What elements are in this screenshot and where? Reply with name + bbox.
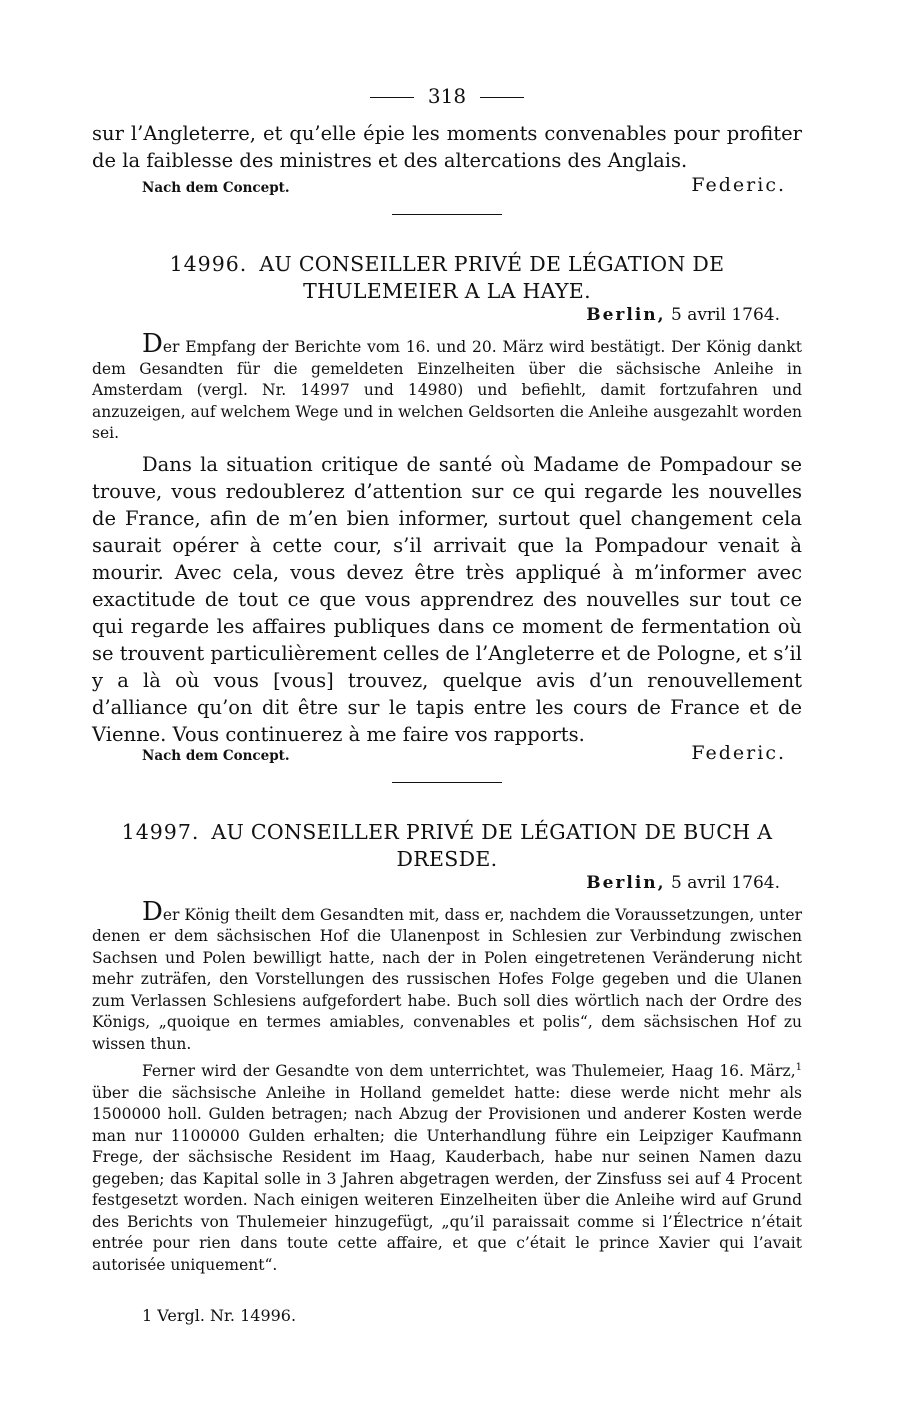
intro-source-note: Nach dem Concept.	[142, 180, 290, 196]
footnote-marker: 1	[142, 1306, 153, 1326]
intro-signature-row	[92, 174, 802, 196]
letter2-summary-text: er König theilt dem Gesandten mit, dass er, nachdem die Voraussetzungen, unter denen er dem sächsischen Hof die Ulanenpost in Schlesien zur Verbindung zwischen Sachsen und Polen bewilligt hatte, nach der in Polen eingetretenen Veränderung nicht mehr zuträfen, den Vorstellungen des russischen Hofes Folge gegeben und die Ulanen zum Verlassen Schlesiens aufgefordert habe. Buch soll dies wörtlich nach der Ordre des Königs, „quoique en termes amiables, convenables et polis“, dem sächsischen Hof zu wissen thun.	[92, 905, 802, 1053]
letter2-dateline	[92, 873, 780, 893]
intro-text: sur l’Angleterre, et qu’elle épie les moments convenables pour profiter de la faiblesse des ministres et des altercations des Anglais.	[92, 122, 802, 172]
letter1-date: 5 avril 1764.	[670, 305, 780, 325]
header-dash-right	[480, 97, 524, 98]
letter2-number: 14997.	[121, 819, 200, 844]
letter1-place: Berlin,	[586, 305, 666, 325]
page-number: 318	[427, 84, 467, 108]
letter1-number: 14996.	[169, 252, 248, 276]
section-divider	[392, 214, 502, 215]
letter1-source-note: Nach dem Concept.	[142, 747, 290, 764]
footnote-reference: 1	[795, 1062, 802, 1073]
letter2-place: Berlin,	[586, 872, 666, 893]
page-header	[92, 84, 802, 108]
header-dash-left	[370, 97, 414, 98]
intro-signature: Federic.	[691, 174, 786, 196]
letter2-summary	[92, 896, 802, 1056]
letter1-title: AU CONSEILLER PRIVÉ DE LÉGATION DE THULEMEIER A LA HAYE.	[259, 252, 725, 303]
letter1-summary-text: er Empfang der Berichte vom 16. und 20. März wird bestätigt. Der König dankt dem Gesandten für die gemeldeten Einzelheiten über die sächsische Anleihe in Amsterdam (vergl. Nr. 14997 und 14980) und befiehlt, damit fortzufahren und anzuzeigen, auf welchem Wege und in welchen Geldsorten die Anleihe ausgezahlt worden sei.	[92, 338, 802, 442]
letter2-title: AU CONSEILLER PRIVÉ DE LÉGATION DE BUCH A DRESDE.	[211, 819, 773, 871]
letter2-paragraph-2-start: Ferner wird der Gesandte von dem unterrichtet, was Thulemeier, Haag 16. März,	[142, 1062, 796, 1081]
letter1-body: Dans la situation critique de santé où Madame de Pompadour se trouve, vous redoublerez d’attention sur ce qui regarde les nouvelles de France, afin de m’en bien informer, surtout quel changement cela saurait opérer à cette cour, s’il arrivait que la Pompadour venait à mourir. Avec cela, vous devez être très appliqué à m’informer avec exactitude de tout ce que vous apprendrez des nouvelles sur tout ce qui regarde les affaires publiques dans ce moment de fermentation où se trouvent particulièrement celles de l’Angleterre et de Pologne, et s’il y a là où vous [vous] trouvez, quelque avis d’un renouvellement d’alliance qu’on dit être sur le tapis entre les cours de France et de Vienne. Vous continuerez à me faire vos rapports.	[92, 452, 802, 746]
letter1-heading	[92, 251, 802, 305]
section-divider	[392, 782, 502, 783]
letter1-signature: Federic.	[691, 741, 786, 764]
letter2-paragraph-2	[92, 1057, 802, 1276]
letter2-paragraph-2-rest: über die sächsische Anleihe in Holland gemeldet hatte: diese werde nicht mehr als 1500000 holl. Gulden betragen; nach Abzug der Provisionen und anderer Kosten werde man nur 1100000 Gulden erhalten; die Unterhandlung führe ein Leipziger Kaufmann Frege, der sächsische Resident im Haag, Kauderbach, habe nur seinen Namen dazu gegeben; das Kapital solle in 3 Jahren abgetragen werden, der Zinsfuss sei auf 4 Procent festgesetzt worden. Nach einigen weiteren Einzelheiten über die Anleihe wird auf Grund des Berichts von Thulemeier hinzugefügt, „qu’il paraissait comme si l’Électrice n’était entrée pour rien dans toute cette affaire, et que c’était le prince Xavier qui l’avait autorisée uniquement“.	[92, 1083, 802, 1274]
letter2-heading	[92, 819, 802, 873]
letter1-summary	[92, 331, 802, 445]
letter1-summary-initial: D	[142, 329, 163, 359]
document-page	[92, 84, 802, 1325]
letter2-date: 5 avril 1764.	[670, 872, 780, 893]
letter2-summary-initial: D	[142, 896, 163, 927]
footnote-text: Vergl. Nr. 14996.	[157, 1306, 297, 1326]
footnote	[142, 1306, 802, 1325]
letter1-dateline	[92, 305, 780, 325]
